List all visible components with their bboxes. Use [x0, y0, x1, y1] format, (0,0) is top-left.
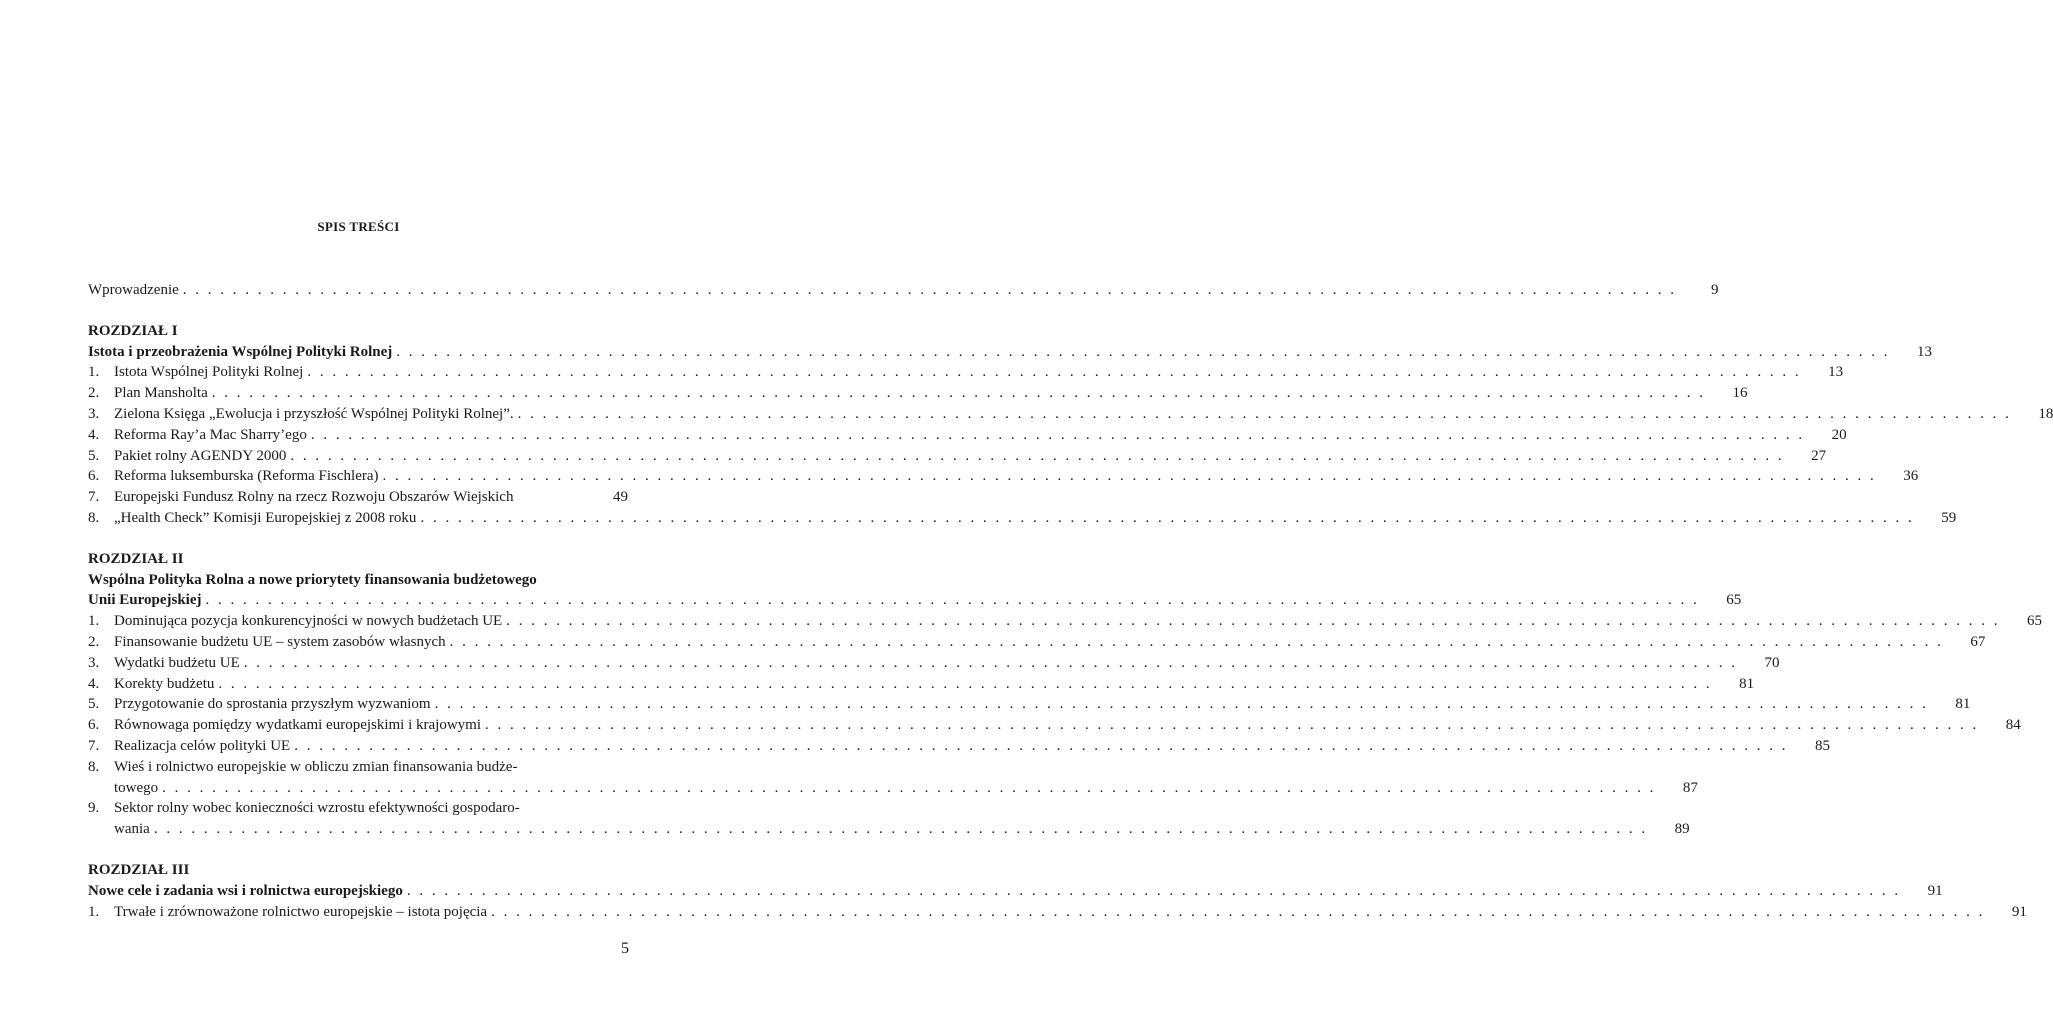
toc-entry-number: 7.: [88, 737, 100, 754]
toc-entry-label: Realizacja celów polityki UE: [114, 737, 291, 754]
page-number: 5: [621, 940, 629, 957]
toc-entry-page: 27: [1811, 447, 1827, 464]
toc-entry-line: [88, 757, 628, 778]
toc-entry-label: Reforma luksemburska (Reforma Fischlera): [114, 468, 379, 485]
chapters-list: [88, 301, 2053, 923]
toc-entry: [88, 653, 1780, 674]
toc-entry-page: 18: [2038, 405, 2053, 422]
chapter-heading: [88, 860, 628, 881]
toc-leader-dots: . . . . . . . . . . . . . . . . . . . . . . . . . . . . . . . . . . . . . . . . . . . . . . . . . . . . . . . . . . . . . . . . . . . . . . . . . . . . . . . . . . . . . . . . . . . . . . . . . . . . . . . . . . . . . . . . . . . . . . . .: [310, 426, 1805, 443]
toc-entry-label: „Health Check” Komisji Europejskiej z 2008 roku: [114, 509, 417, 526]
toc-entry-label: wania: [114, 821, 150, 838]
chapter-subtitle-text: Unii Europejskiej: [88, 592, 202, 609]
toc-entry-page: 85: [1814, 737, 1830, 754]
toc-entry-label: Przygotowanie do sprostania przyszłym wyzwaniom: [114, 696, 431, 713]
toc-leader-dots: . . . . . . . . . . . . . . . . . . . . . . . . . . . . . . . . . . . . . . . . . . . . . . . . . . . . . . . . . . . . . . . . . . . . . . . . . . . . . . . . . . . . . . . . . . . . . . . . . . . . . . . . . . . . . . . . . . . . . . . .: [218, 675, 1713, 692]
chapter-subtitle: [88, 590, 1742, 611]
chapter-subtitle: [88, 881, 1943, 902]
chapter-gap: [88, 529, 628, 549]
toc-leader-dots: . . . . . . . . . . . . . . . . . . . . . . . . . . . . . . . . . . . . . . . . . . . . . . . . . . . . . . . . . . . . . . . . . . . . . . . . . . . . . . . . . . . . . . . . . . . . . . . . . . . . . . . . . . . . . . . . . . . . . . . .: [420, 509, 1915, 526]
toc-entry-page: 81: [1739, 675, 1755, 692]
chapter-subtitle-text: Istota i przeobrażenia Wspólnej Polityki Rolnej: [88, 343, 393, 360]
toc-leader-dots: . . . . . . . . . . . . . . . . . . . . . . . . . . . . . . . . . . . . . . . . . . . . . . . . . . . . . . . . . . . . . . . . . . . . . . . . . . . . . . . . . . . . . . . . . . . . . . . . . . . . . . . . . . . . . . . . . . . . . . . .: [491, 903, 1985, 920]
page-title: SPIS TREŚCI: [317, 219, 400, 234]
toc-entry-page: 59: [1941, 509, 1957, 526]
chapter-gap: [88, 301, 628, 321]
toc-entry-number: 3.: [88, 405, 100, 422]
toc-entry-label: towego: [114, 779, 159, 796]
toc-entry: [88, 383, 1748, 404]
toc-entry-number: 3.: [88, 654, 100, 671]
toc-entry: [88, 715, 2021, 736]
chapter-subtitle-line: [88, 570, 628, 591]
toc-entry: [88, 404, 2053, 425]
table-of-contents: [88, 280, 2053, 922]
toc-entry: [88, 446, 1827, 467]
toc-entry-label: Istota Wspólnej Polityki Rolnej: [114, 364, 304, 381]
toc-entry-label: Plan Mansholta: [114, 385, 208, 402]
chapter-heading-label: ROZDZIAŁ II: [88, 550, 184, 567]
toc-entry-number: 4.: [88, 426, 100, 443]
toc-entry: [88, 466, 1919, 487]
toc-entry-label: Trwałe i zrównoważone rolnictwo europejskie – istota pojęcia: [114, 903, 488, 920]
toc-entry-number: 5.: [88, 696, 100, 713]
toc-entry: [88, 487, 628, 508]
toc-entry: [88, 736, 1830, 757]
toc-entry-intro: [88, 280, 1719, 301]
toc-entry-number: 6.: [88, 468, 100, 485]
toc-entry: [88, 632, 1986, 653]
toc-leader-dots: . . . . . . . . . . . . . . . . . . . . . . . . . . . . . . . . . . . . . . . . . . . . . . . . . . . . . . . . . . . . . . . . . . . . . . . . . . . . . . . . . . . . . . . . . . . . . . . . . . . . . . . . . . . . . . . . . . . . . . . .: [434, 696, 1929, 713]
chapter-subtitle-text: Nowe cele i zadania wsi i rolnictwa europejskiego: [88, 882, 403, 899]
toc-leader-dots: . . . . . . . . . . . . . . . . . . . . . . . . . . . . . . . . . . . . . . . . . . . . . . . . . . . . . . . . . . . . . . . . . . . . . . . . . . . . . . . . . . . . . . . . . . . . . . . . . . . . . . . . . . . . . . . . . . . . . . . .: [506, 613, 2000, 630]
toc-entry-label: Wprowadzenie: [88, 282, 179, 298]
toc-leader-dots: . . . . . . . . . . . . . . . . . . . . . . . . . . . . . . . . . . . . . . . . . . . . . . . . . . . . . . . . . . . . . . . . . . . . . . . . . . . . . . . . . . . . . . . . . . . . . . . . . . . . . . . . . . . . . . . . . . . . . . . .: [205, 592, 1700, 609]
chapter-heading-label: ROZDZIAŁ I: [88, 322, 178, 339]
toc-entry-page: 13: [1917, 343, 1933, 360]
toc-entry-label: Wieś i rolnictwo europejskie w obliczu zmian finansowania budże-: [114, 758, 518, 775]
toc-entry-page: 91: [1927, 882, 1943, 899]
toc-leader-dots: . . . . . . . . . . . . . . . . . . . . . . . . . . . . . . . . . . . . . . . . . . . . . . . . . . . . . . . . . . . . . . . . . . . . . . . . . . . . . . . . . . . . . . . . . . . . . . . . . . . . . . . . . . . . . . . . . . . . . . . .: [396, 343, 1891, 360]
toc-entry-label: Zielona Księga „Ewolucja i przyszłość Wspólnej Polityki Rolnej”.: [114, 405, 514, 422]
toc-entry-page: 65: [2026, 613, 2042, 630]
toc-entry: [88, 425, 1847, 446]
toc-entry: [88, 611, 2042, 632]
chapter-subtitle: [88, 342, 1933, 363]
toc-entry-page: 20: [1831, 426, 1847, 443]
toc-entry-number: 8.: [88, 758, 100, 775]
toc-leader-dots: . . . . . . . . . . . . . . . . . . . . . . . . . . . . . . . . . . . . . . . . . . . . . . . . . . . . . . . . . . . . . . . . . . . . . . . . . . . . . . . . . . . . . . . . . . . . . . . . . . . . . . . . . . . . . . . . . . . . . . . .: [449, 633, 1944, 650]
toc-leader-dots: . . . . . . . . . . . . . . . . . . . . . . . . . . . . . . . . . . . . . . . . . . . . . . . . . . . . . . . . . . . . . . . . . . . . . . . . . . . . . . . . . . . . . . . . . . . . . . . . . . . . . . . . . . . . . . . . . . . . . . . .: [182, 282, 1677, 298]
toc-entry-page: 16: [1732, 385, 1748, 402]
toc-entry-number: 1.: [88, 903, 100, 920]
toc-leader-dots: . . . . . . . . . . . . . . . . . . . . . . . . . . . . . . . . . . . . . . . . . . . . . . . . . . . . . . . . . . . . . . . . . . . . . . . . . . . . . . . . . . . . . . . . . . . . . . . . . . . . . . . . . . . . . . . . . . . . . . . .: [211, 385, 1706, 402]
toc-entry-number: 4.: [88, 675, 100, 692]
toc-entry-number: 1.: [88, 364, 100, 381]
toc-leader-dots: . . . . . . . . . . . . . . . . . . . . . . . . . . . . . . . . . . . . . . . . . . . . . . . . . . . . . . . . . . . . . . . . . . . . . . . . . . . . . . . . . . . . . . . . . . . . . . . . . . . . . . . . . . . . . . . . . . . . . . . .: [517, 405, 2012, 422]
toc-leader-dots: . . . . . . . . . . . . . . . . . . . . . . . . . . . . . . . . . . . . . . . . . . . . . . . . . . . . . . . . . . . . . . . . . . . . . . . . . . . . . . . . . . . . . . . . . . . . . . . . . . . . . . . . . . . . . . . . . . . . . . . .: [153, 821, 1648, 838]
toc-entry: [88, 902, 2027, 923]
toc-leader-dots: . . . . . . . . . . . . . . . . . . . . . . . . . . . . . . . . . . . . . . . . . . . . . . . . . . . . . . . . . . . . . . . . . . . . . . . . . . . . . . . . . . . . . . . . . . . . . . . . . . . . . . . . . . . . . . . . . . . . . . . .: [290, 447, 1785, 464]
toc-entry-page: 81: [1955, 696, 1971, 713]
toc-entry-page: 49: [613, 489, 628, 506]
toc-leader-dots: . . . . . . . . . . . . . . . . . . . . . . . . . . . . . . . . . . . . . . . . . . . . . . . . . . . . . . . . . . . . . . . . . . . . . . . . . . . . . . . . . . . . . . . . . . . . . . . . . . . . . . . . . . . . . . . . . . . . . . . .: [382, 468, 1877, 485]
toc-entry-number: 2.: [88, 633, 100, 650]
toc-entry: [88, 778, 1698, 799]
toc-entry-label: Reforma Ray’a Mac Sharry’ego: [114, 426, 307, 443]
toc-entry-page: 36: [1903, 468, 1919, 485]
toc-entry-page: 87: [1682, 779, 1698, 796]
toc-entry-number: 6.: [88, 717, 100, 734]
toc-entry: [88, 362, 1844, 383]
toc-entry-number: 8.: [88, 509, 100, 526]
chapter-heading: [88, 321, 628, 342]
chapter-gap: [88, 840, 628, 860]
chapter-heading-label: ROZDZIAŁ III: [88, 861, 190, 878]
toc-entry-page: 9: [1711, 282, 1719, 298]
chapter-heading: [88, 549, 628, 570]
toc-entry-number: 1.: [88, 613, 100, 630]
toc-entry-label: Europejski Fundusz Rolny na rzecz Rozwoju Obszarów Wiejskich: [114, 489, 514, 506]
toc-entry-number: 5.: [88, 447, 100, 464]
toc-entry-label: Równowaga pomiędzy wydatkami europejskimi i krajowymi: [114, 717, 482, 734]
toc-leader-dots: . . . . . . . . . . . . . . . . . . . . . . . . . . . . . . . . . . . . . . . . . . . . . . . . . . . . . . . . . . . . . . . . . . . . . . . . . . . . . . . . . . . . . . . . . . . . . . . . . . . . . . . . . . . . . . . . . . . . . . . .: [307, 364, 1802, 381]
toc-entry-label: Sektor rolny wobec konieczności wzrostu efektywności gospodaro-: [114, 800, 520, 817]
toc-leader-dots: . . . . . . . . . . . . . . . . . . . . . . . . . . . . . . . . . . . . . . . . . . . . . . . . . . . . . . . . . . . . . . . . . . . . . . . . . . . . . . . . . . . . . . . . . . . . . . . . . . . . . . . . . . . . . . . . . . . . . . . .: [162, 779, 1656, 796]
toc-entry: [88, 508, 1957, 529]
toc-entry-label: Pakiet rolny AGENDY 2000: [114, 447, 287, 464]
toc-leader-dots: . . . . . . . . . . . . . . . . . . . . . . . . . . . . . . . . . . . . . . . . . . . . . . . . . . . . . . . . . . . . . . . . . . . . . . . . . . . . . . . . . . . . . . . . . . . . . . . . . . . . . . . . . . . . . . . . . . . . . . . .: [485, 717, 1979, 734]
toc-entry-page: 70: [1764, 654, 1780, 671]
toc-entry-page: 89: [1674, 821, 1690, 838]
toc-entry-label: Dominująca pozycja konkurencyjności w nowych budżetach UE: [114, 613, 503, 630]
toc-entry-line: [88, 798, 628, 819]
toc-entry-page: 13: [1828, 364, 1844, 381]
toc-entry-number: 7.: [88, 489, 100, 506]
toc-entry-page: 65: [1726, 592, 1742, 609]
chapter-subtitle-text: Wspólna Polityka Rolna a nowe priorytety finansowania budżetowego: [88, 571, 537, 588]
toc-entry-page: 91: [2011, 903, 2027, 920]
toc-leader-dots: . . . . . . . . . . . . . . . . . . . . . . . . . . . . . . . . . . . . . . . . . . . . . . . . . . . . . . . . . . . . . . . . . . . . . . . . . . . . . . . . . . . . . . . . . . . . . . . . . . . . . . . . . . . . . . . . . . . . . . . .: [294, 737, 1788, 754]
toc-entry-label: Wydatki budżetu UE: [114, 654, 240, 671]
toc-entry-number: 9.: [88, 800, 100, 817]
toc-entry-page: 84: [2005, 717, 2021, 734]
toc-entry-label: Korekty budżetu: [114, 675, 215, 692]
toc-entry-label: Finansowanie budżetu UE – system zasobów własnych: [114, 633, 446, 650]
toc-entry-number: 2.: [88, 385, 100, 402]
toc-entry: [88, 674, 1755, 695]
toc-leader-dots: . . . . . . . . . . . . . . . . . . . . . . . . . . . . . . . . . . . . . . . . . . . . . . . . . . . . . . . . . . . . . . . . . . . . . . . . . . . . . . . . . . . . . . . . . . . . . . . . . . . . . . . . . . . . . . . . . . . . . . . .: [406, 882, 1901, 899]
toc-leader-dots: . . . . . . . . . . . . . . . . . . . . . . . . . . . . . . . . . . . . . . . . . . . . . . . . . . . . . . . . . . . . . . . . . . . . . . . . . . . . . . . . . . . . . . . . . . . . . . . . . . . . . . . . . . . . . . . . . . . . . . . .: [243, 654, 1738, 671]
toc-entry: [88, 819, 1690, 840]
toc-entry: [88, 694, 1971, 715]
toc-entry-page: 67: [1970, 633, 1986, 650]
